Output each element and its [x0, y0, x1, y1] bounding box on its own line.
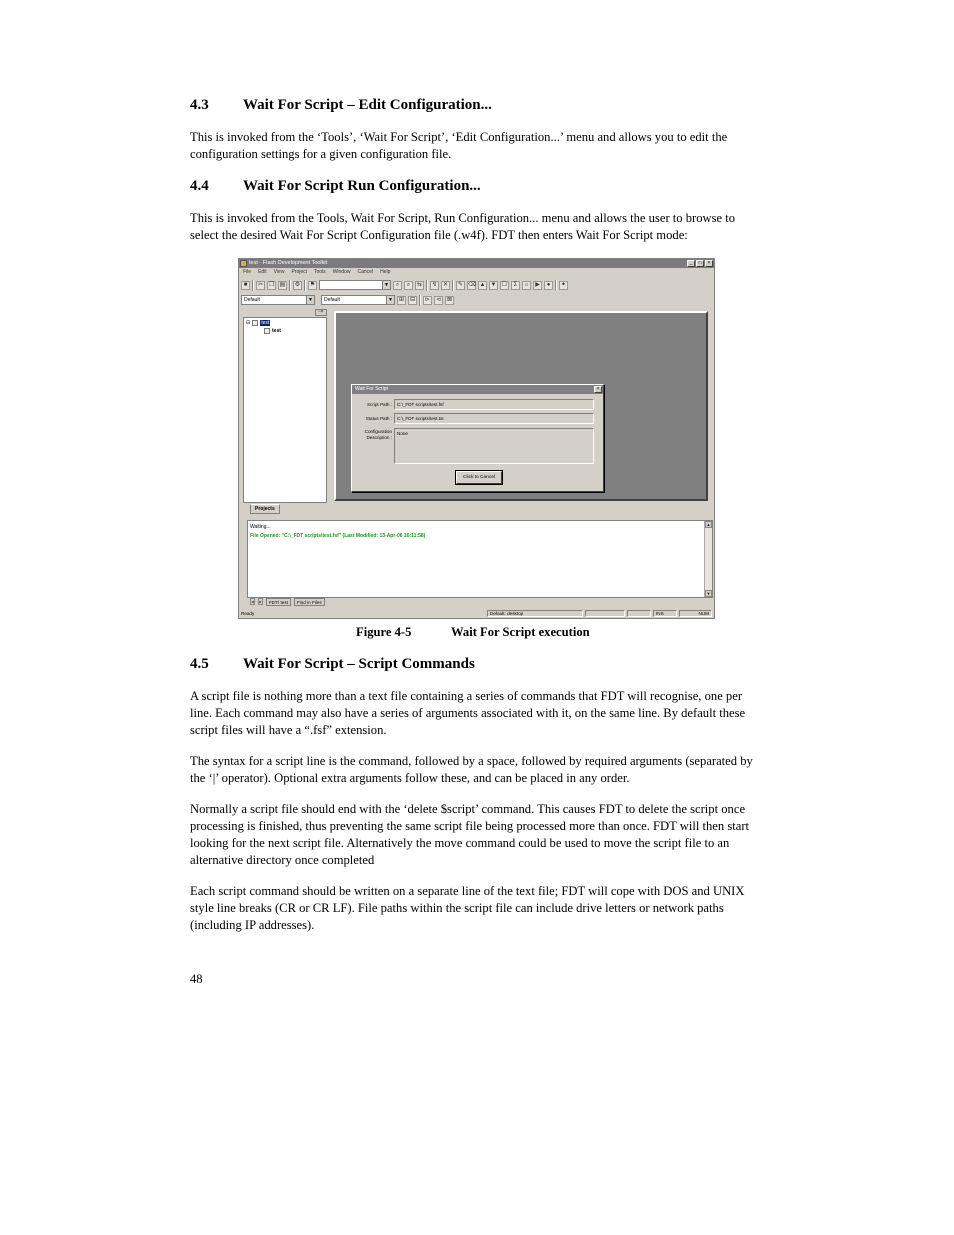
tab-scroll-right-icon[interactable]: ▸ — [259, 599, 262, 604]
fdt-screenshot — [238, 258, 715, 619]
main-toolbar — [241, 278, 568, 292]
project-icon — [264, 328, 270, 334]
output-line-waiting: Waiting... — [250, 524, 271, 530]
build-icon[interactable]: ⚙ — [294, 281, 301, 288]
figure-caption: Wait For Script execution — [451, 625, 590, 639]
menu-project[interactable]: Project — [291, 269, 307, 275]
menu-view[interactable]: View — [273, 269, 285, 275]
find-combo[interactable]: ▼ — [319, 280, 391, 290]
minimize-icon[interactable]: _ — [687, 260, 695, 267]
app-icon — [240, 260, 247, 267]
dialog-close-icon[interactable]: × — [594, 386, 602, 393]
menu-file[interactable]: File — [243, 269, 252, 275]
secondary-toolbar — [241, 293, 454, 307]
paragraph-4-3: This is invoked from the ‘Tools’, ‘Wait For Script’, ‘Edit Configuration...’ menu and allows you to edit the configuration settings for a given configuration file. — [190, 130, 728, 161]
menu-bar — [239, 268, 714, 277]
workspace-icon — [252, 320, 258, 326]
script-path-field: C:\_FDT scripts\test.fsf — [394, 399, 594, 410]
config-icon[interactable]: ⊞ — [398, 296, 405, 303]
status-bar — [239, 609, 714, 618]
blank-check-icon[interactable]: ☐ — [501, 281, 508, 288]
paragraph-4-5-c: Normally a script file should end with the ‘delete $script’ command. This causes FDT to delete the script once processing is finished, thus preventing the same script file being processed more than once. FDT will then start looking for the next script file. Alternatively the move command could be used to move the script file to an alternative directory once completed — [190, 802, 750, 867]
script-edit-icon[interactable]: ⊲ — [435, 296, 442, 303]
status-path-label: Status Path : — [365, 416, 392, 421]
status-session: Default: desktop — [487, 610, 583, 617]
tab-scroll-left-icon[interactable]: ◂ — [251, 599, 254, 604]
connect-icon[interactable]: ↯ — [431, 281, 438, 288]
menu-tools[interactable]: Tools — [314, 269, 326, 275]
config-combo-1[interactable]: Default ▼ — [241, 295, 315, 305]
paragraph-4-5-b: The syntax for a script line is the command, followed by a space, followed by required arguments (separated by the ‘|’ operator). Optional extra arguments follow these, and can be placed in any order. — [190, 754, 753, 785]
output-scrollbar[interactable] — [704, 521, 712, 597]
checksum-icon[interactable]: Σ — [511, 281, 520, 290]
find-prev-icon[interactable]: ⌕ — [404, 281, 413, 290]
paste-icon[interactable]: ▤ — [279, 281, 286, 288]
output-pane — [242, 520, 713, 606]
configuration-field: None — [394, 428, 594, 464]
script-run-icon[interactable]: ⊳ — [424, 296, 431, 303]
tree-child-project[interactable]: test — [264, 328, 281, 334]
paragraph-4-4: This is invoked from the Tools, Wait For Script, Run Configuration... menu and allows the user to browse to select the desired Wait For Script Configuration file (.w4f). FDT then enters Wait For Script mode: — [190, 211, 736, 242]
status-blank-2 — [627, 610, 651, 617]
output-text-area — [247, 520, 713, 598]
projects-tab[interactable]: Projects — [250, 504, 280, 514]
menu-help[interactable]: Help — [380, 269, 391, 275]
upload-icon[interactable]: ▲ — [479, 281, 486, 288]
status-ins: INS — [653, 610, 677, 617]
options-icon[interactable]: ⊟ — [409, 296, 416, 303]
replace-icon[interactable]: ⇆ — [416, 281, 423, 288]
section-heading-4-4: 4.4 Wait For Script Run Configuration... — [190, 178, 481, 194]
settings-icon[interactable]: ☼ — [523, 281, 530, 288]
find-next-icon[interactable]: ⌕ — [393, 281, 402, 290]
status-blank-1 — [585, 610, 625, 617]
output-tabs — [250, 598, 325, 606]
cut-icon[interactable]: ✂ — [257, 281, 264, 288]
output-line-file-opened: File Opened: "C:\_FDT scripts\test.fsf" (Last Modified: 13-Apr-06 16:11:58) — [250, 533, 426, 539]
paragraph-4-5-d: Each script command should be written on a separate line of the text file; FDT will cope with DOS and UNIX style line breaks (CR or CR LF). File paths within the script file can include drive letters or network paths (including IP addresses). — [190, 884, 745, 932]
script-path-label: Script Path : — [366, 402, 392, 407]
status-num: NUM — [679, 610, 712, 617]
menu-cancel[interactable]: Cancel — [357, 269, 374, 275]
paragraph-4-5-a: A script file is nothing more than a text file containing a series of commands that FDT will recognise, one per line. Each command may also have a series of arguments associated with it, on the same line. By default these script files will have a “.fsf” extension. — [190, 689, 746, 737]
workspace-pane — [242, 309, 327, 516]
maximize-icon[interactable]: □ — [696, 260, 704, 267]
page-number: 48 — [190, 972, 203, 986]
configuration-label: Configuration Description : — [364, 429, 392, 440]
close-icon[interactable]: × — [705, 260, 713, 267]
status-ready: Ready — [241, 611, 255, 616]
cancel-button[interactable]: Click to Cancel — [456, 471, 502, 484]
status-path-field: C:\_FDT scripts\test.txt — [394, 413, 594, 424]
menu-edit[interactable]: Edit — [258, 269, 267, 275]
stop-icon[interactable]: ● — [544, 281, 553, 290]
window-title: test - Flash Development Toolkit — [249, 260, 328, 266]
disconnect-icon[interactable]: ✕ — [442, 281, 449, 288]
scroll-up-icon[interactable]: ▲ — [706, 522, 711, 527]
find-icon[interactable]: ⚑ — [309, 281, 316, 288]
config-combo-2[interactable]: Default ▼ — [321, 295, 395, 305]
run-icon[interactable]: ▶ — [533, 281, 542, 290]
save-icon[interactable]: ■ — [241, 281, 250, 290]
section-heading-4-3: 4.3 Wait For Script – Edit Configuration... — [190, 97, 492, 113]
collapse-icon[interactable]: ⊟ — [246, 320, 251, 326]
figure-label: Figure 4-5 — [356, 625, 412, 639]
erase-icon[interactable]: ⌫ — [468, 281, 477, 288]
wizard-icon[interactable]: ✦ — [560, 281, 567, 288]
script-stop-icon[interactable]: ⊠ — [446, 296, 453, 303]
program-icon[interactable]: ✎ — [457, 281, 464, 288]
menu-window[interactable]: Window — [332, 269, 351, 275]
dialog-title: Wait For Script × — [352, 385, 603, 394]
tab-find-in-files[interactable]: Find in Files — [294, 598, 325, 606]
tab-fdt[interactable]: FDT\ test — [266, 598, 291, 606]
scroll-down-icon[interactable]: ▼ — [706, 591, 711, 596]
window-titlebar — [239, 259, 714, 268]
download-icon[interactable]: ▼ — [490, 281, 497, 288]
project-tree — [243, 317, 327, 503]
pane-close-icon[interactable]: ▫× — [315, 309, 327, 316]
section-heading-4-5: 4.5 Wait For Script – Script Commands — [190, 656, 475, 672]
wait-for-script-dialog — [351, 384, 604, 492]
copy-icon[interactable]: ❐ — [268, 281, 275, 288]
tree-root[interactable]: ⊟ test — [246, 320, 270, 326]
